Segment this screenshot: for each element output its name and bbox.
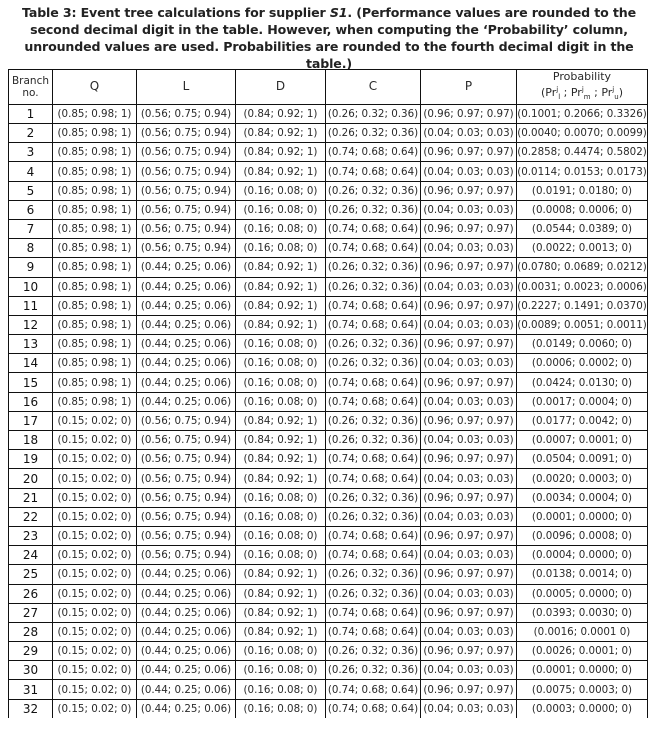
- cell-p: (0.96; 0.97; 0.97): [421, 450, 517, 469]
- header-branch-line2: no.: [22, 86, 39, 99]
- table-row: [9, 411, 648, 430]
- cell-l: (0.44; 0.25; 0.06): [137, 603, 236, 622]
- cell-probability: (0.1001; 0.2066; 0.3326): [517, 104, 648, 123]
- cell-q: (0.15; 0.02; 0): [53, 488, 137, 507]
- cell-c: (0.74; 0.68; 0.64): [326, 469, 421, 488]
- cell-l: (0.56; 0.75; 0.94): [137, 162, 236, 181]
- cell-p: (0.96; 0.97; 0.97): [421, 335, 517, 354]
- cell-l: (0.44; 0.25; 0.06): [137, 335, 236, 354]
- cell-l: (0.56; 0.75; 0.94): [137, 488, 236, 507]
- header-probability: [517, 70, 648, 105]
- table-row: [9, 507, 648, 526]
- cell-p: (0.96; 0.97; 0.97): [421, 488, 517, 507]
- cell-q: (0.85; 0.98; 1): [53, 258, 137, 277]
- header-row: [9, 70, 648, 105]
- cell-c: (0.74; 0.68; 0.64): [326, 239, 421, 258]
- cell-d: (0.16; 0.08; 0): [236, 680, 326, 699]
- table-row: [9, 469, 648, 488]
- table-row: [9, 354, 648, 373]
- cell-d: (0.84; 0.92; 1): [236, 603, 326, 622]
- cell-d: (0.16; 0.08; 0): [236, 699, 326, 718]
- cell-l: (0.56; 0.75; 0.94): [137, 104, 236, 123]
- table-row: [9, 699, 648, 718]
- cell-c: (0.26; 0.32; 0.36): [326, 411, 421, 430]
- cell-d: (0.84; 0.92; 1): [236, 296, 326, 315]
- cell-p: (0.04; 0.03; 0.03): [421, 507, 517, 526]
- cell-c: (0.26; 0.32; 0.36): [326, 335, 421, 354]
- cell-branch-no: 16: [9, 392, 53, 411]
- cell-branch-no: 8: [9, 239, 53, 258]
- table-row: [9, 680, 648, 699]
- cell-q: (0.85; 0.98; 1): [53, 124, 137, 143]
- cell-l: (0.44; 0.25; 0.06): [137, 680, 236, 699]
- cell-p: (0.04; 0.03; 0.03): [421, 124, 517, 143]
- cell-branch-no: 27: [9, 603, 53, 622]
- cell-p: (0.04; 0.03; 0.03): [421, 546, 517, 565]
- cell-d: (0.84; 0.92; 1): [236, 258, 326, 277]
- cell-p: (0.96; 0.97; 0.97): [421, 411, 517, 430]
- cell-q: (0.85; 0.98; 1): [53, 335, 137, 354]
- cell-q: (0.15; 0.02; 0): [53, 584, 137, 603]
- cell-p: (0.04; 0.03; 0.03): [421, 239, 517, 258]
- cell-l: (0.56; 0.75; 0.94): [137, 526, 236, 545]
- cell-d: (0.84; 0.92; 1): [236, 315, 326, 334]
- cell-p: (0.96; 0.97; 0.97): [421, 143, 517, 162]
- cell-probability: (0.0424; 0.0130; 0): [517, 373, 648, 392]
- cell-branch-no: 13: [9, 335, 53, 354]
- cell-c: (0.74; 0.68; 0.64): [326, 603, 421, 622]
- cell-probability: (0.2227; 0.1491; 0.0370): [517, 296, 648, 315]
- cell-branch-no: 22: [9, 507, 53, 526]
- cell-p: (0.96; 0.97; 0.97): [421, 526, 517, 545]
- table-row: [9, 450, 648, 469]
- cell-d: (0.16; 0.08; 0): [236, 373, 326, 392]
- cell-probability: (0.0016; 0.0001 0): [517, 622, 648, 641]
- cell-branch-no: 28: [9, 622, 53, 641]
- cell-d: (0.84; 0.92; 1): [236, 622, 326, 641]
- cell-branch-no: 18: [9, 431, 53, 450]
- cell-q: (0.85; 0.98; 1): [53, 277, 137, 296]
- cell-c: (0.74; 0.68; 0.64): [326, 450, 421, 469]
- cell-l: (0.44; 0.25; 0.06): [137, 642, 236, 661]
- cell-l: (0.44; 0.25; 0.06): [137, 258, 236, 277]
- table-row: [9, 239, 648, 258]
- cell-branch-no: 20: [9, 469, 53, 488]
- cell-d: (0.84; 0.92; 1): [236, 143, 326, 162]
- cell-q: (0.15; 0.02; 0): [53, 622, 137, 641]
- cell-branch-no: 30: [9, 661, 53, 680]
- cell-probability: (0.0504; 0.0091; 0): [517, 450, 648, 469]
- cell-c: (0.74; 0.68; 0.64): [326, 392, 421, 411]
- cell-probability: (0.0006; 0.0002; 0): [517, 354, 648, 373]
- cell-c: (0.26; 0.32; 0.36): [326, 642, 421, 661]
- cell-d: (0.16; 0.08; 0): [236, 488, 326, 507]
- cell-probability: (0.0017; 0.0004; 0): [517, 392, 648, 411]
- cell-q: (0.85; 0.98; 1): [53, 104, 137, 123]
- cell-probability: (0.0004; 0.0000; 0): [517, 546, 648, 565]
- cell-l: (0.56; 0.75; 0.94): [137, 219, 236, 238]
- cell-p: (0.04; 0.03; 0.03): [421, 354, 517, 373]
- cell-probability: (0.2858; 0.4474; 0.5802): [517, 143, 648, 162]
- cell-probability: (0.0177; 0.0042; 0): [517, 411, 648, 430]
- cell-branch-no: 4: [9, 162, 53, 181]
- table-row: [9, 661, 648, 680]
- cell-l: (0.44; 0.25; 0.06): [137, 699, 236, 718]
- cell-probability: (0.0138; 0.0014; 0): [517, 565, 648, 584]
- cell-branch-no: 26: [9, 584, 53, 603]
- cell-q: (0.85; 0.98; 1): [53, 219, 137, 238]
- cell-d: (0.16; 0.08; 0): [236, 219, 326, 238]
- cell-branch-no: 6: [9, 200, 53, 219]
- cell-l: (0.56; 0.75; 0.94): [137, 546, 236, 565]
- cell-q: (0.85; 0.98; 1): [53, 181, 137, 200]
- cell-probability: (0.0544; 0.0389; 0): [517, 219, 648, 238]
- cell-l: (0.56; 0.75; 0.94): [137, 181, 236, 200]
- cell-probability: (0.0005; 0.0000; 0): [517, 584, 648, 603]
- cell-d: (0.84; 0.92; 1): [236, 450, 326, 469]
- event-tree-table: [8, 69, 648, 718]
- table-row: [9, 124, 648, 143]
- cell-q: (0.85; 0.98; 1): [53, 315, 137, 334]
- cell-q: (0.85; 0.98; 1): [53, 354, 137, 373]
- table-row: [9, 431, 648, 450]
- cell-l: (0.44; 0.25; 0.06): [137, 584, 236, 603]
- cell-c: (0.26; 0.32; 0.36): [326, 181, 421, 200]
- table-row: [9, 642, 648, 661]
- cell-branch-no: 32: [9, 699, 53, 718]
- cell-c: (0.26; 0.32; 0.36): [326, 565, 421, 584]
- cell-branch-no: 2: [9, 124, 53, 143]
- cell-d: (0.84; 0.92; 1): [236, 565, 326, 584]
- header-probability-label: Probability: [552, 70, 612, 83]
- cell-probability: (0.0001; 0.0000; 0): [517, 661, 648, 680]
- cell-c: (0.74; 0.68; 0.64): [326, 526, 421, 545]
- cell-l: (0.56; 0.75; 0.94): [137, 200, 236, 219]
- cell-p: (0.96; 0.97; 0.97): [421, 181, 517, 200]
- cell-l: (0.44; 0.25; 0.06): [137, 277, 236, 296]
- cell-l: (0.56; 0.75; 0.94): [137, 124, 236, 143]
- cell-p: (0.04; 0.03; 0.03): [421, 584, 517, 603]
- caption-suffix: . (Performance values are rounded to the second decimal digit in the table. However, when computing the ‘Probability’ column, unrounded values are used. Probabilities are rounded to the fourth decimal digit in the table.): [24, 5, 636, 71]
- cell-p: (0.04; 0.03; 0.03): [421, 469, 517, 488]
- cell-d: (0.16; 0.08; 0): [236, 526, 326, 545]
- header-probability-notation: ($Pr^j_l$ ; $Pr^j_m$ ; $Pr^j_u$): [541, 85, 623, 101]
- cell-probability: (0.0003; 0.0000; 0): [517, 699, 648, 718]
- cell-q: (0.85; 0.98; 1): [53, 143, 137, 162]
- cell-c: (0.26; 0.32; 0.36): [326, 431, 421, 450]
- table-row: [9, 392, 648, 411]
- cell-p: (0.96; 0.97; 0.97): [421, 565, 517, 584]
- cell-l: (0.44; 0.25; 0.06): [137, 565, 236, 584]
- cell-c: (0.26; 0.32; 0.36): [326, 584, 421, 603]
- cell-probability: (0.0022; 0.0013; 0): [517, 239, 648, 258]
- cell-probability: (0.0114; 0.0153; 0.0173): [517, 162, 648, 181]
- cell-c: (0.26; 0.32; 0.36): [326, 507, 421, 526]
- cell-d: (0.16; 0.08; 0): [236, 335, 326, 354]
- cell-c: (0.74; 0.68; 0.64): [326, 296, 421, 315]
- cell-q: (0.15; 0.02; 0): [53, 699, 137, 718]
- cell-q: (0.85; 0.98; 1): [53, 200, 137, 219]
- cell-d: (0.84; 0.92; 1): [236, 124, 326, 143]
- cell-c: (0.26; 0.32; 0.36): [326, 124, 421, 143]
- cell-p: (0.04; 0.03; 0.03): [421, 661, 517, 680]
- cell-branch-no: 12: [9, 315, 53, 334]
- caption-prefix: Table 3: Event tree calculations for supplier: [22, 5, 330, 20]
- cell-l: (0.44; 0.25; 0.06): [137, 315, 236, 334]
- cell-d: (0.84; 0.92; 1): [236, 162, 326, 181]
- cell-p: (0.96; 0.97; 0.97): [421, 296, 517, 315]
- cell-c: (0.26; 0.32; 0.36): [326, 200, 421, 219]
- cell-l: (0.56; 0.75; 0.94): [137, 411, 236, 430]
- table-row: [9, 584, 648, 603]
- header-branch-line1: Branch: [11, 74, 50, 87]
- cell-branch-no: 7: [9, 219, 53, 238]
- cell-c: (0.26; 0.32; 0.36): [326, 488, 421, 507]
- cell-branch-no: 14: [9, 354, 53, 373]
- cell-p: (0.96; 0.97; 0.97): [421, 603, 517, 622]
- cell-c: (0.74; 0.68; 0.64): [326, 373, 421, 392]
- table-row: [9, 565, 648, 584]
- cell-q: (0.85; 0.98; 1): [53, 239, 137, 258]
- cell-branch-no: 31: [9, 680, 53, 699]
- cell-d: (0.16; 0.08; 0): [236, 181, 326, 200]
- cell-q: (0.15; 0.02; 0): [53, 680, 137, 699]
- cell-q: (0.15; 0.02; 0): [53, 661, 137, 680]
- cell-probability: (0.0001; 0.0000; 0): [517, 507, 648, 526]
- cell-d: (0.84; 0.92; 1): [236, 469, 326, 488]
- cell-branch-no: 24: [9, 546, 53, 565]
- table-row: [9, 546, 648, 565]
- cell-d: (0.16; 0.08; 0): [236, 661, 326, 680]
- table-caption: [0, 4, 658, 72]
- cell-q: (0.15; 0.02; 0): [53, 431, 137, 450]
- cell-p: (0.96; 0.97; 0.97): [421, 680, 517, 699]
- cell-p: (0.96; 0.97; 0.97): [421, 104, 517, 123]
- header-q: Q: [53, 70, 137, 105]
- cell-l: (0.44; 0.25; 0.06): [137, 354, 236, 373]
- cell-q: (0.15; 0.02; 0): [53, 565, 137, 584]
- cell-probability: (0.0020; 0.0003; 0): [517, 469, 648, 488]
- cell-c: (0.74; 0.68; 0.64): [326, 315, 421, 334]
- cell-l: (0.56; 0.75; 0.94): [137, 239, 236, 258]
- cell-probability: (0.0089; 0.0051; 0.0011): [517, 315, 648, 334]
- cell-branch-no: 21: [9, 488, 53, 507]
- table-row: [9, 335, 648, 354]
- cell-l: (0.56; 0.75; 0.94): [137, 143, 236, 162]
- cell-q: (0.15; 0.02; 0): [53, 507, 137, 526]
- cell-l: (0.56; 0.75; 0.94): [137, 450, 236, 469]
- cell-p: (0.96; 0.97; 0.97): [421, 373, 517, 392]
- cell-q: (0.85; 0.98; 1): [53, 392, 137, 411]
- cell-p: (0.04; 0.03; 0.03): [421, 622, 517, 641]
- table-row: [9, 373, 648, 392]
- cell-q: (0.15; 0.02; 0): [53, 411, 137, 430]
- header-p: P: [421, 70, 517, 105]
- cell-q: (0.15; 0.02; 0): [53, 469, 137, 488]
- cell-d: (0.16; 0.08; 0): [236, 200, 326, 219]
- cell-probability: (0.0393; 0.0030; 0): [517, 603, 648, 622]
- cell-c: (0.74; 0.68; 0.64): [326, 546, 421, 565]
- cell-l: (0.44; 0.25; 0.06): [137, 296, 236, 315]
- cell-q: (0.15; 0.02; 0): [53, 546, 137, 565]
- table-row: [9, 104, 648, 123]
- cell-p: (0.04; 0.03; 0.03): [421, 699, 517, 718]
- cell-p: (0.96; 0.97; 0.97): [421, 258, 517, 277]
- cell-branch-no: 23: [9, 526, 53, 545]
- table-row: [9, 200, 648, 219]
- cell-l: (0.44; 0.25; 0.06): [137, 622, 236, 641]
- cell-branch-no: 10: [9, 277, 53, 296]
- table-row: [9, 277, 648, 296]
- cell-c: (0.26; 0.32; 0.36): [326, 104, 421, 123]
- cell-probability: (0.0031; 0.0023; 0.0006): [517, 277, 648, 296]
- cell-c: (0.74; 0.68; 0.64): [326, 162, 421, 181]
- cell-branch-no: 1: [9, 104, 53, 123]
- cell-p: (0.96; 0.97; 0.97): [421, 219, 517, 238]
- cell-probability: (0.0007; 0.0001; 0): [517, 431, 648, 450]
- cell-q: (0.15; 0.02; 0): [53, 603, 137, 622]
- cell-c: (0.74; 0.68; 0.64): [326, 143, 421, 162]
- cell-branch-no: 19: [9, 450, 53, 469]
- header-c: C: [326, 70, 421, 105]
- cell-l: (0.44; 0.25; 0.06): [137, 392, 236, 411]
- cell-q: (0.15; 0.02; 0): [53, 642, 137, 661]
- cell-d: (0.84; 0.92; 1): [236, 431, 326, 450]
- header-l: L: [137, 70, 236, 105]
- cell-p: (0.04; 0.03; 0.03): [421, 315, 517, 334]
- cell-d: (0.84; 0.92; 1): [236, 411, 326, 430]
- cell-d: (0.16; 0.08; 0): [236, 239, 326, 258]
- cell-c: (0.74; 0.68; 0.64): [326, 219, 421, 238]
- cell-p: (0.96; 0.97; 0.97): [421, 642, 517, 661]
- cell-d: (0.16; 0.08; 0): [236, 507, 326, 526]
- cell-l: (0.44; 0.25; 0.06): [137, 373, 236, 392]
- cell-branch-no: 11: [9, 296, 53, 315]
- cell-probability: (0.0034; 0.0004; 0): [517, 488, 648, 507]
- cell-probability: (0.0075; 0.0003; 0): [517, 680, 648, 699]
- cell-branch-no: 9: [9, 258, 53, 277]
- caption-supplier: S1: [329, 5, 348, 20]
- cell-c: (0.74; 0.68; 0.64): [326, 622, 421, 641]
- cell-d: (0.84; 0.92; 1): [236, 277, 326, 296]
- table-row: [9, 315, 648, 334]
- cell-q: (0.85; 0.98; 1): [53, 373, 137, 392]
- cell-probability: (0.0780; 0.0689; 0.0212): [517, 258, 648, 277]
- cell-q: (0.15; 0.02; 0): [53, 526, 137, 545]
- cell-branch-no: 15: [9, 373, 53, 392]
- cell-p: (0.04; 0.03; 0.03): [421, 431, 517, 450]
- cell-l: (0.56; 0.75; 0.94): [137, 469, 236, 488]
- cell-p: (0.04; 0.03; 0.03): [421, 200, 517, 219]
- table-row: [9, 143, 648, 162]
- table-row: [9, 526, 648, 545]
- cell-branch-no: 3: [9, 143, 53, 162]
- cell-l: (0.44; 0.25; 0.06): [137, 661, 236, 680]
- cell-probability: (0.0008; 0.0006; 0): [517, 200, 648, 219]
- cell-c: (0.74; 0.68; 0.64): [326, 680, 421, 699]
- cell-q: (0.15; 0.02; 0): [53, 450, 137, 469]
- cell-d: (0.16; 0.08; 0): [236, 354, 326, 373]
- cell-q: (0.85; 0.98; 1): [53, 296, 137, 315]
- cell-l: (0.56; 0.75; 0.94): [137, 507, 236, 526]
- cell-p: (0.04; 0.03; 0.03): [421, 162, 517, 181]
- cell-branch-no: 29: [9, 642, 53, 661]
- cell-c: (0.26; 0.32; 0.36): [326, 661, 421, 680]
- cell-probability: (0.0040; 0.0070; 0.0099): [517, 124, 648, 143]
- cell-probability: (0.0026; 0.0001; 0): [517, 642, 648, 661]
- table-row: [9, 181, 648, 200]
- cell-d: (0.16; 0.08; 0): [236, 642, 326, 661]
- table-row: [9, 622, 648, 641]
- cell-branch-no: 25: [9, 565, 53, 584]
- cell-l: (0.56; 0.75; 0.94): [137, 431, 236, 450]
- cell-probability: (0.0096; 0.0008; 0): [517, 526, 648, 545]
- cell-d: (0.84; 0.92; 1): [236, 584, 326, 603]
- table-row: [9, 162, 648, 181]
- cell-branch-no: 17: [9, 411, 53, 430]
- cell-p: (0.04; 0.03; 0.03): [421, 392, 517, 411]
- cell-branch-no: 5: [9, 181, 53, 200]
- cell-d: (0.84; 0.92; 1): [236, 104, 326, 123]
- cell-probability: (0.0191; 0.0180; 0): [517, 181, 648, 200]
- table-row: [9, 219, 648, 238]
- table-row: [9, 296, 648, 315]
- cell-c: (0.26; 0.32; 0.36): [326, 258, 421, 277]
- cell-c: (0.26; 0.32; 0.36): [326, 354, 421, 373]
- table-row: [9, 258, 648, 277]
- table-row: [9, 488, 648, 507]
- cell-q: (0.85; 0.98; 1): [53, 162, 137, 181]
- header-branch-no: [9, 70, 53, 105]
- cell-c: (0.74; 0.68; 0.64): [326, 699, 421, 718]
- cell-c: (0.26; 0.32; 0.36): [326, 277, 421, 296]
- table-row: [9, 603, 648, 622]
- header-d: D: [236, 70, 326, 105]
- cell-d: (0.16; 0.08; 0): [236, 546, 326, 565]
- cell-p: (0.04; 0.03; 0.03): [421, 277, 517, 296]
- cell-d: (0.16; 0.08; 0): [236, 392, 326, 411]
- cell-probability: (0.0149; 0.0060; 0): [517, 335, 648, 354]
